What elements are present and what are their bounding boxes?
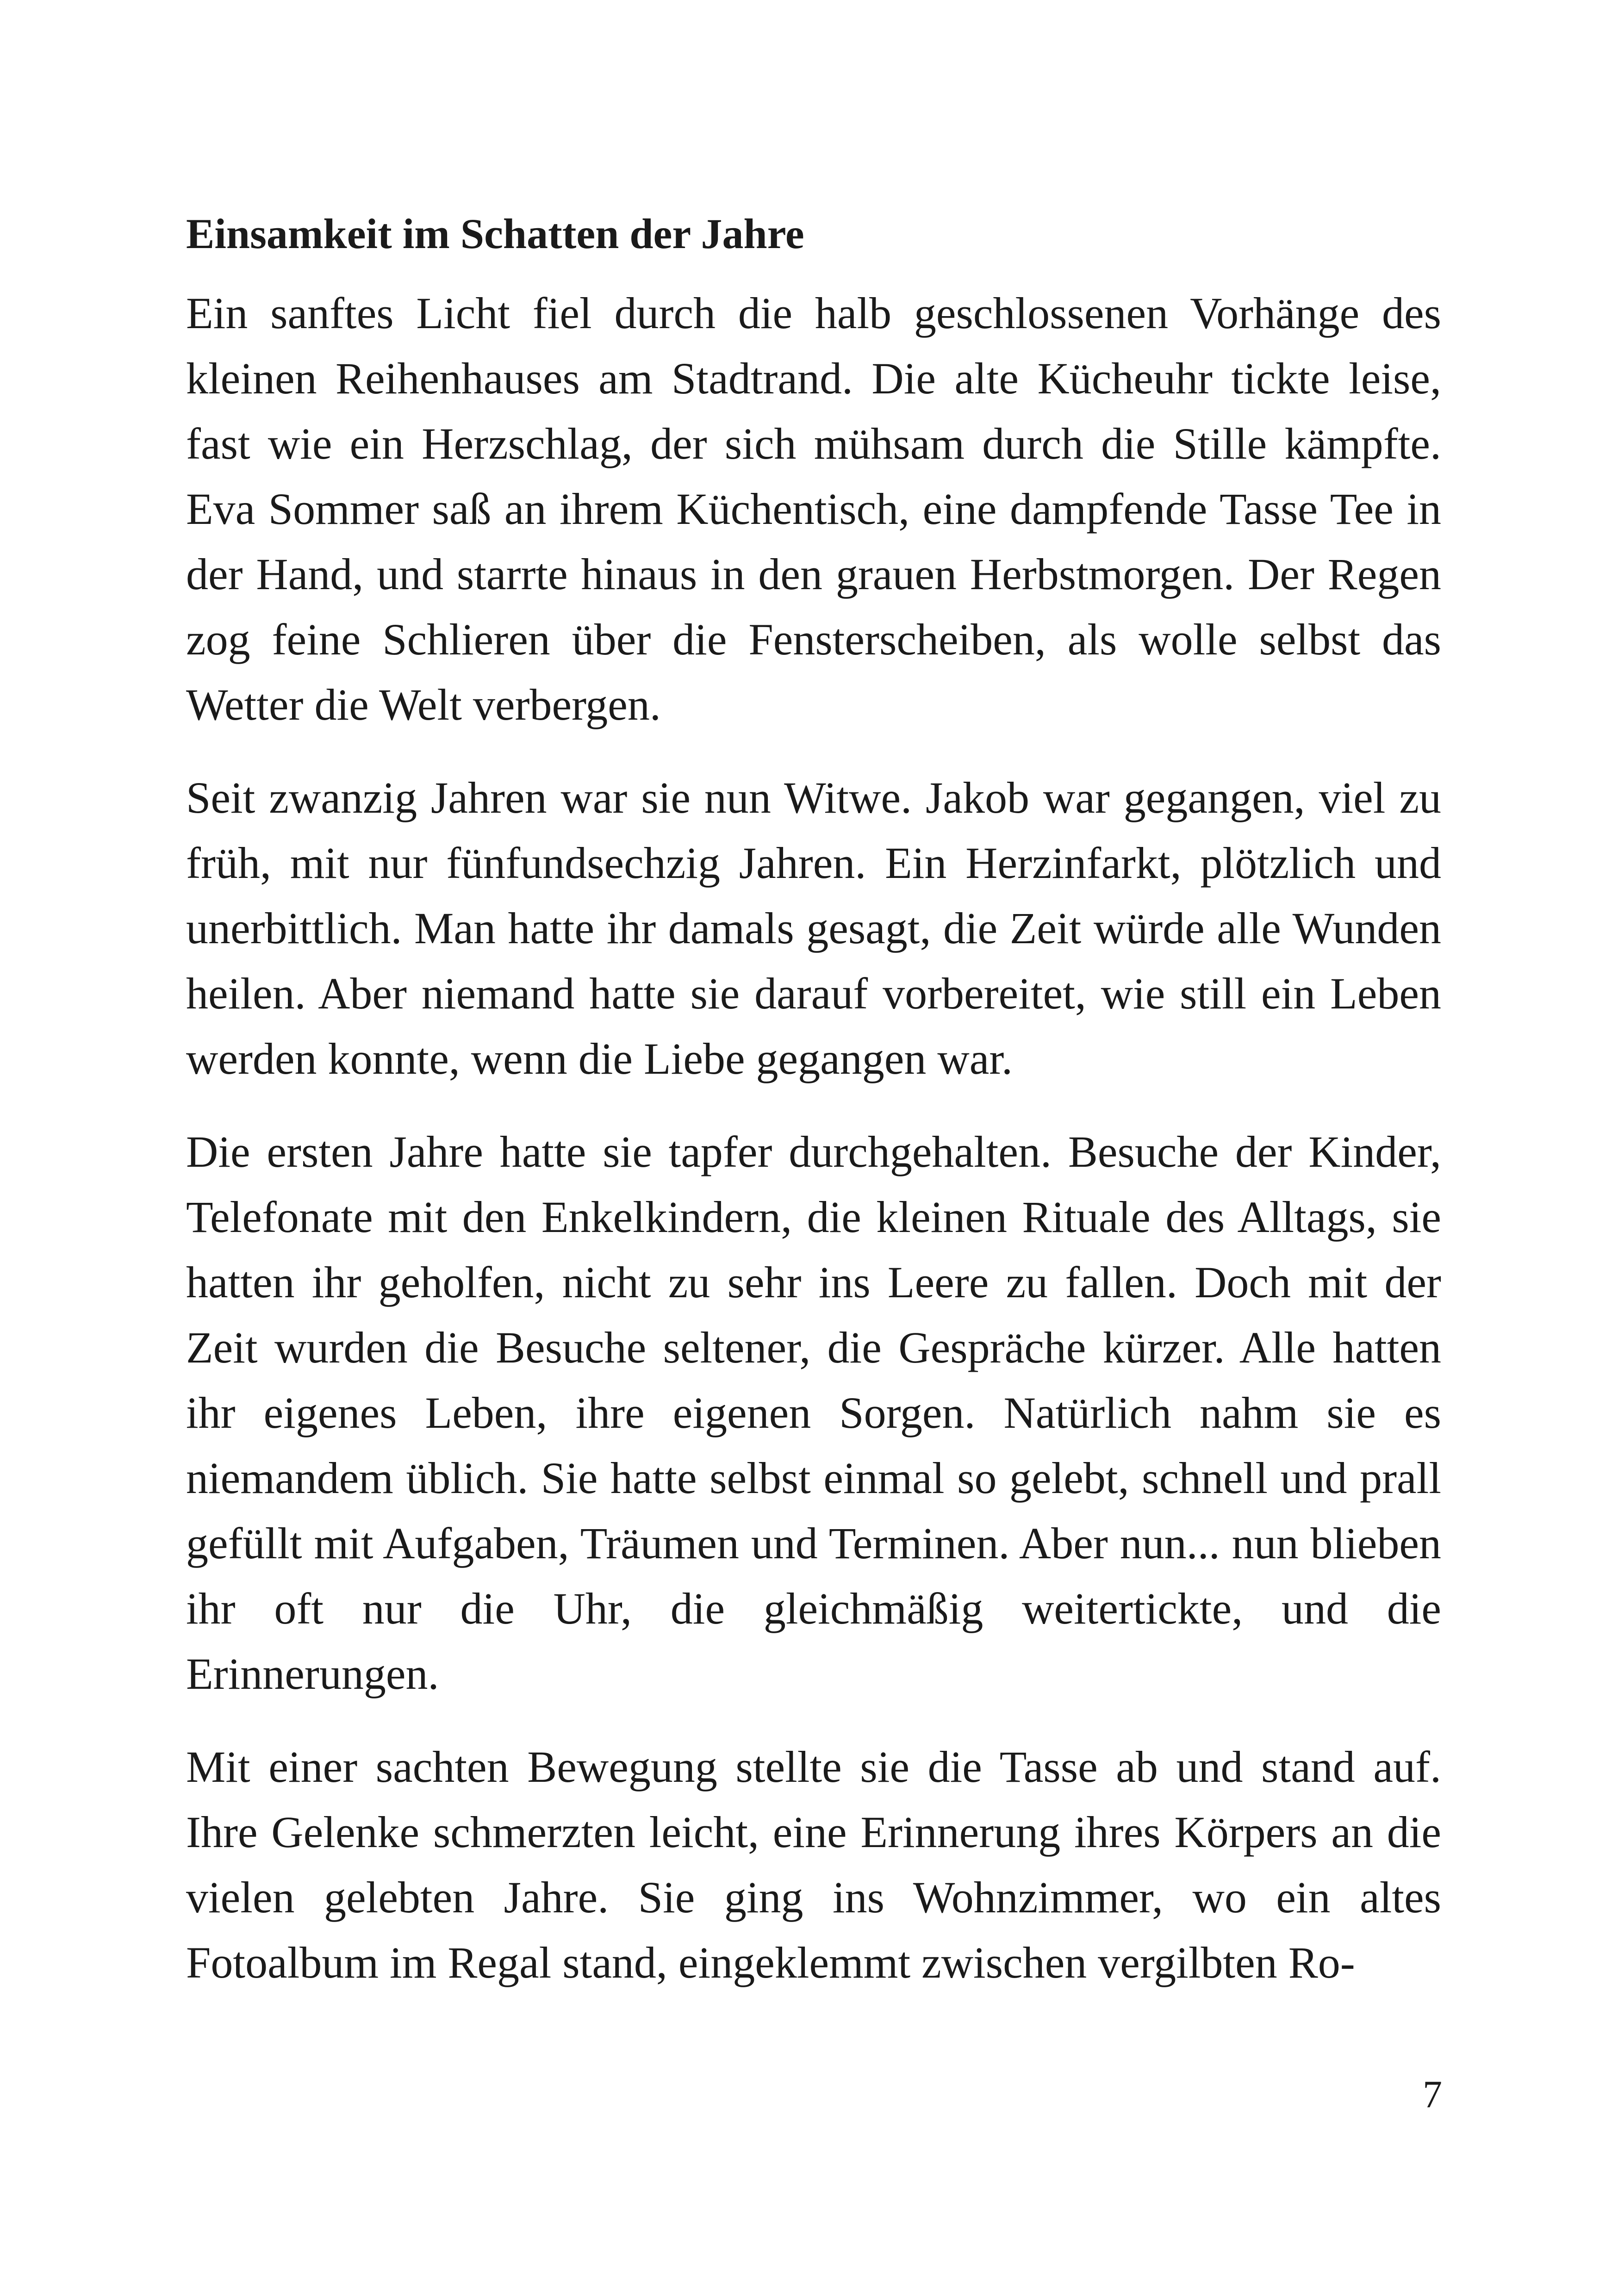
page-content: [186, 204, 1441, 2023]
paragraph-1: Ein sanftes Licht fiel durch die halb geschlossenen Vorhänge des kleinen Reihenhauses am Stadtrand. Die alte Kücheuhr tickte leise, fast wie ein Herzschlag, der sich mühsam durch die Stille kämpfte. Eva Sommer saß an ihrem Küchentisch, eine dampfende Tasse Tee in der Hand, und starrte hinaus in den grauen Herbstmorgen. Der Regen zog feine Schlieren über die Fensterscheiben, als wolle selbst das Wetter die Welt verbergen.: [186, 288, 1441, 729]
chapter-title: Einsamkeit im Schatten der Jahre: [186, 210, 804, 257]
page-number: 7: [1423, 2073, 1442, 2116]
paragraph-3: Die ersten Jahre hatte sie tapfer durchgehalten. Besuche der Kinder, Telefonate mit den Enkelkindern, die kleinen Rituale des Alltags, sie hatten ihr geholfen, nicht zu sehr ins Leere zu fallen. Doch mit der Zeit wurden die Besuche seltener, die Gespräche kürzer. Alle hatten ihr eigenes Leben, ihre eigenen Sorgen. Natürlich nahm sie es niemandem üblich. Sie hatte selbst einmal so gelebt, schnell und prall gefüllt mit Aufgaben, Träumen und Terminen. Aber nun... nun blieben ihr oft nur die Uhr, die gleichmäßig weitertickte, und die Erinnerungen.: [186, 1127, 1441, 1699]
paragraph-2: Seit zwanzig Jahren war sie nun Witwe. Jakob war gegangen, viel zu früh, mit nur fünfundsechzig Jahren. Ein Herzinfarkt, plötzlich und unerbittlich. Man hatte ihr damals gesagt, die Zeit würde alle Wunden heilen. Aber niemand hatte sie darauf vorbereitet, wie still ein Leben werden konnte, wenn die Liebe gegangen war.: [186, 773, 1441, 1083]
paragraph-4: Mit einer sachten Bewegung stellte sie die Tasse ab und stand auf. Ihre Gelenke schmerzten leicht, eine Erinnerung ihres Körpers an die vielen gelebten Jahre. Sie ging ins Wohnzimmer, wo ein altes Fotoalbum im Regal stand, eingeklemmt zwischen vergilbten Ro-: [186, 1742, 1441, 1987]
